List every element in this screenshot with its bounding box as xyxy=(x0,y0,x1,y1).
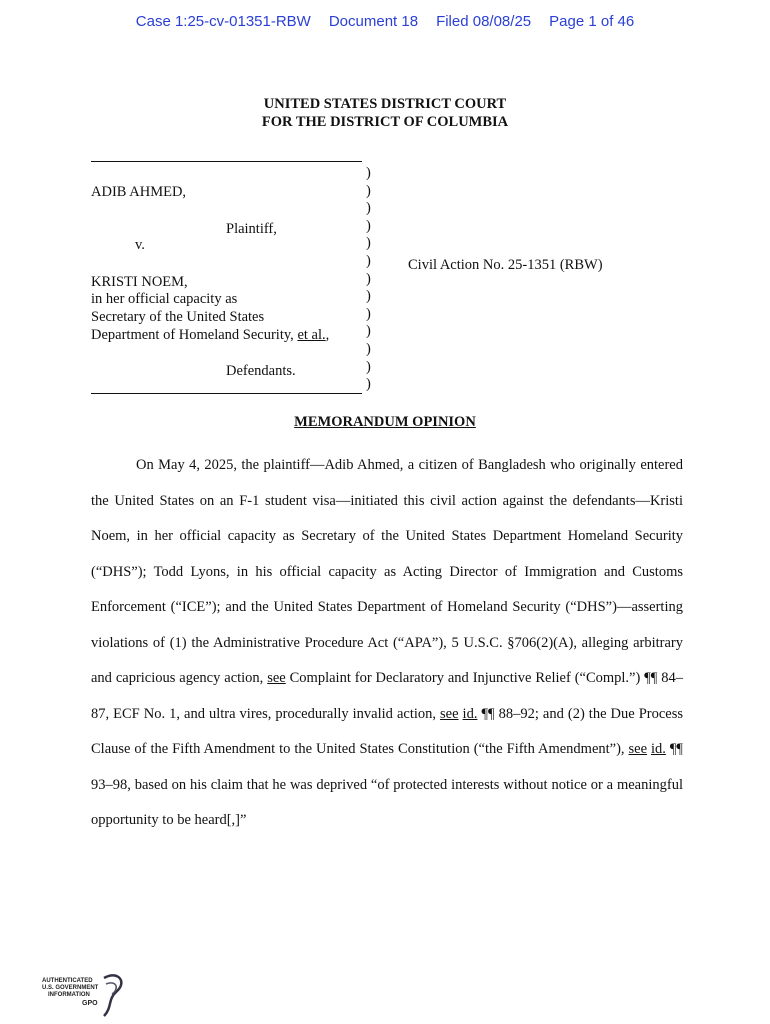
court-line-2: FOR THE DISTRICT OF COLUMBIA xyxy=(261,114,509,130)
case-number: Case 1:25-cv-01351-RBW xyxy=(135,13,311,30)
svg-text:U.S. GOVERNMENT: U.S. GOVERNMENT xyxy=(42,985,99,991)
caption-bottom-rule xyxy=(91,393,362,394)
citation-see: see xyxy=(628,741,648,757)
et-al: et al. xyxy=(297,327,326,343)
citation-see: see xyxy=(440,705,459,722)
caption-parentheses: ) ) ) ) ) ) ) ) ) ) ) ) ) xyxy=(366,165,371,393)
paragraph-1: On May 4, 2025, the plaintiff—Adib Ahmed, a citizen of Bangladesh who originally entered the United States on an F-1 student visa—initiated this civil action against the defendants—Kristi Noem, in her official capacity as Secretary of the United States Department Homeland Security (“DHS”); Todd Lyons, in his official capacity as Acting Director of Immigration and Customs Enforcement (“ICE”); and the United States Department of Homeland Security (“DHS”)—asserting violations of (1) the Administrative Procedure Act (“APA”), 5 U.S.C. §706(2)(A), alleging arbitrary and capricious agency action, see Complaint for Declaratory and Injunctive Relief (“Compl.”) ¶¶ 84–87, ECF No. 1, and ultra vires, procedurally invalid action, see id. ¶¶ 88–92; and (2) the Due Process Clause of the Fifth Amendment to the United States Constitution (“the Fifth Amendment”), see id. ¶¶ 93–98, based on his claim that he was deprived “of protected interests without notice or a meaningful opportunity to be heard[,]” xyxy=(91,457,684,828)
civil-action-number: Civil Action No. 25-1351 (RBW) xyxy=(408,257,603,273)
citation-see: see xyxy=(267,670,286,686)
plaintiff-name: ADIB AHMED, xyxy=(91,184,187,200)
filed-date: Filed 08/08/25 xyxy=(436,13,532,30)
versus: v. xyxy=(135,237,145,253)
svg-text:INFORMATION: INFORMATION xyxy=(48,992,90,998)
citation-id: id. xyxy=(462,705,478,722)
page-count: Page 1 of 46 xyxy=(549,13,635,30)
court-heading xyxy=(0,95,770,131)
caption-top-rule xyxy=(91,161,362,162)
defendant-name: KRISTI NOEM, xyxy=(91,274,188,290)
defendant-role: Defendants. xyxy=(226,363,296,379)
court-line-1: UNITED STATES DISTRICT COURT xyxy=(263,96,507,112)
svg-text:AUTHENTICATED: AUTHENTICATED xyxy=(42,978,93,984)
defendant-title: Secretary of the United States xyxy=(91,309,265,325)
svg-text:GPO: GPO xyxy=(82,1000,98,1007)
document-number: Document 18 xyxy=(328,13,419,30)
gpo-authentication-seal xyxy=(42,972,128,1023)
opinion-body xyxy=(91,448,683,839)
citation-id: id. xyxy=(651,741,666,757)
defendant-department: Department of Homeland Security, et al., xyxy=(91,327,330,343)
defendant-capacity: in her official capacity as xyxy=(91,291,238,307)
ecf-header xyxy=(0,13,770,30)
document-title: MEMORANDUM OPINION xyxy=(294,414,476,430)
plaintiff-role: Plaintiff, xyxy=(226,221,277,237)
